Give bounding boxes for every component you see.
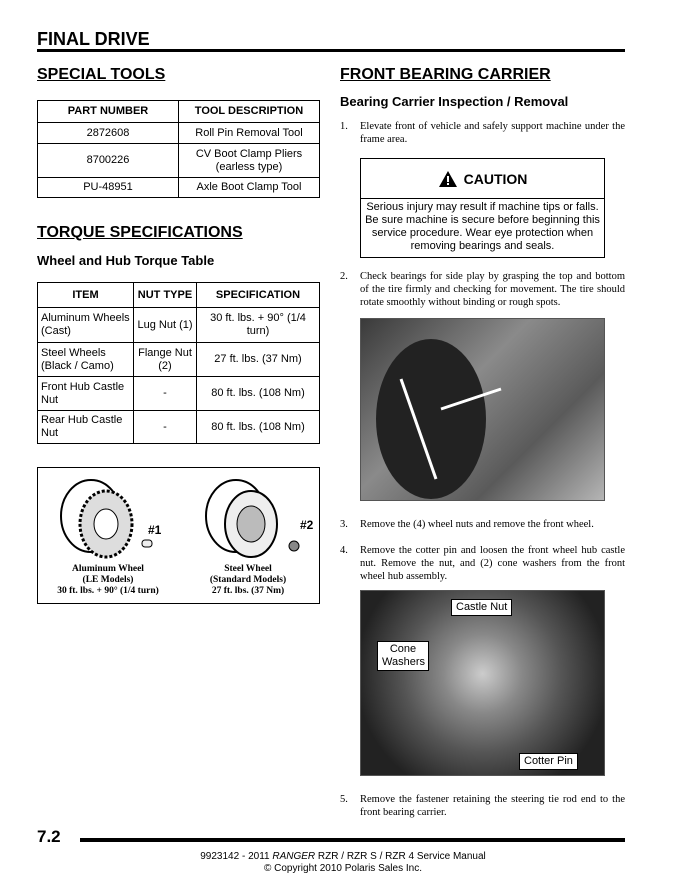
step-4: [340, 544, 625, 583]
footer-rule: [80, 838, 625, 842]
specification: 80 ft. lbs. (108 Nm): [197, 411, 320, 444]
front-bearing-heading: FRONT BEARING CARRIER: [340, 66, 551, 83]
special-tools-table: [37, 100, 320, 198]
col-header: NUT TYPE: [134, 283, 197, 308]
page-title: FINAL DRIVE: [37, 29, 150, 49]
nut-type: -: [134, 411, 197, 444]
table-row: [38, 343, 320, 377]
nut-type: -: [134, 377, 197, 411]
caption-torque: 27 ft. lbs. (37 Nm): [211, 586, 285, 596]
step-3: [340, 518, 625, 531]
caption-name: Steel Wheel: [224, 564, 272, 574]
step-text: Check bearings for side play by grasping the top and bottom of the tire firmly and checking for movement. The tire should rotate smoothly without binding or rough spots.: [360, 271, 625, 308]
col-header: TOOL DESCRIPTION: [179, 101, 320, 123]
part-number: PU-48951: [38, 178, 179, 198]
step-number: 3.: [340, 519, 348, 530]
manual-suffix: RZR / RZR S / RZR 4 Service Manual: [315, 851, 486, 862]
hub-assembly-photo: [360, 590, 605, 776]
table-row: [38, 178, 320, 198]
caption-torque: 30 ft. lbs. + 90° (1/4 turn): [57, 586, 159, 596]
step-text: Remove the cotter pin and loosen the front wheel hub castle nut. Remove the nut, and (2) cone washers from the front wheel hub assembly.: [360, 545, 625, 582]
step-number: 2.: [340, 271, 348, 282]
step-number: 1.: [340, 121, 348, 132]
figure-tag-1: #1: [148, 523, 162, 537]
item: Aluminum Wheels (Cast): [38, 308, 134, 343]
col-header: SPECIFICATION: [197, 283, 320, 308]
table-row: [38, 123, 320, 144]
tool-description: CV Boot Clamp Pliers (earless type): [179, 144, 320, 178]
col-header: PART NUMBER: [38, 101, 179, 123]
step-1: [340, 120, 625, 146]
caution-header: [361, 159, 604, 199]
aluminum-wheel-caption: [38, 564, 178, 597]
table-row: [38, 377, 320, 411]
specification: 27 ft. lbs. (37 Nm): [197, 343, 320, 377]
special-tools-heading: SPECIAL TOOLS: [37, 66, 166, 83]
nut-type: Lug Nut (1): [134, 308, 197, 343]
tool-description: Roll Pin Removal Tool: [179, 123, 320, 144]
step-text: Remove the fastener retaining the steering tie rod end to the front bearing carrier.: [360, 794, 625, 818]
warning-triangle-icon: [438, 170, 458, 188]
step-text: Remove the (4) wheel nuts and remove the front wheel.: [360, 519, 594, 530]
manual-brand: RANGER: [272, 851, 316, 862]
nut-type: Flange Nut (2): [134, 343, 197, 377]
caution-box: [360, 158, 605, 258]
item: Rear Hub Castle Nut: [38, 411, 134, 444]
steel-wheel-icon: [196, 474, 306, 564]
specification: 80 ft. lbs. (108 Nm): [197, 377, 320, 411]
specification: 30 ft. lbs. + 90° (1/4 turn): [197, 308, 320, 343]
part-number: 8700226: [38, 144, 179, 178]
front-bearing-subheading: Bearing Carrier Inspection / Removal: [340, 94, 569, 109]
torque-subheading: Wheel and Hub Torque Table: [37, 253, 215, 268]
caption-models: (Standard Models): [209, 575, 287, 585]
manual-title: [0, 851, 686, 863]
caption-models: (LE Models): [82, 575, 134, 585]
step-5: [340, 793, 625, 819]
step-number: 5.: [340, 794, 348, 805]
inspection-arrows-icon: [361, 319, 606, 502]
step-text: Elevate front of vehicle and safely support machine under the frame area.: [360, 121, 625, 145]
page-number: 7.2: [37, 827, 61, 846]
figure-tag-2: #2: [300, 518, 314, 532]
steel-wheel-caption: [188, 564, 308, 597]
col-header: ITEM: [38, 283, 134, 308]
copyright: © Copyright 2010 Polaris Sales Inc.: [263, 863, 422, 874]
cone-washers-callout: Cone Washers: [377, 641, 429, 671]
item: Steel Wheels (Black / Camo): [38, 343, 134, 377]
torque-table: [37, 282, 320, 444]
footer-text: [0, 851, 686, 875]
caution-text: Serious injury may result if machine tips or falls. Be sure machine is secure before beginning this service procedure. Wear eye protection when removing bearings and seals.: [365, 201, 600, 252]
wheel-figure: [37, 467, 320, 604]
tire-inspection-photo: [360, 318, 605, 501]
cotter-pin-callout: Cotter Pin: [519, 753, 578, 770]
tool-description: Axle Boot Clamp Tool: [179, 178, 320, 198]
manual-prefix: 9923142 - 2011: [200, 851, 273, 862]
item: Front Hub Castle Nut: [38, 377, 134, 411]
torque-heading: TORQUE SPECIFICATIONS: [37, 224, 243, 241]
table-row: [38, 144, 320, 178]
aluminum-wheel-icon: [46, 474, 156, 564]
step-number: 4.: [340, 545, 348, 556]
table-row: [38, 411, 320, 444]
title-rule: [37, 49, 625, 52]
part-number: 2872608: [38, 123, 179, 144]
caution-label: CAUTION: [463, 170, 528, 187]
castle-nut-callout: Castle Nut: [451, 599, 512, 616]
step-2: [340, 270, 625, 309]
caption-name: Aluminum Wheel: [72, 564, 144, 574]
table-row: [38, 308, 320, 343]
